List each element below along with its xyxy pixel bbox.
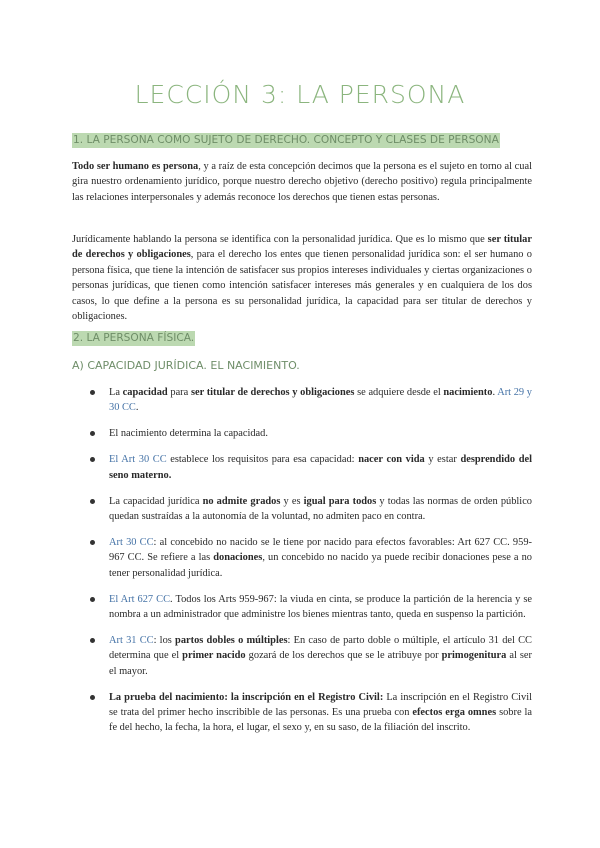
text: gozará de los derechos que se le atribuye por — [245, 650, 442, 662]
text: : los — [153, 634, 176, 646]
text: . — [135, 402, 139, 414]
list-item — [72, 385, 532, 416]
text: La capacidad jurídica — [109, 495, 203, 507]
bold-text: primogenitura — [441, 650, 507, 662]
bullet-list — [72, 385, 532, 746]
bold-text: igual para todos — [303, 495, 377, 507]
text: para — [167, 387, 191, 398]
bold-text: La prueba del nacimiento: la inscripción en el Registro Civil: — [109, 691, 384, 703]
text: y es — [280, 495, 304, 507]
paragraph-1 — [72, 159, 532, 205]
article-reference: Art 30 CC — [109, 536, 154, 548]
list-item — [72, 426, 532, 441]
bold-text: ser titular de derechos y obligaciones — [190, 387, 355, 398]
list-item — [72, 690, 532, 736]
bold-text: ser titular de derechos y obligaciones — [72, 234, 532, 261]
bullet-icon — [90, 638, 95, 643]
text: establece los requisitos para esa capacidad: — [166, 454, 359, 466]
bullet-icon — [90, 695, 95, 700]
text: , un concebido no nacido ya puede recibir donaciones pese a no tener personalidad jurídica. — [109, 552, 532, 579]
text: , para el derecho los entes que tienen personalidad jurídica son: el ser humano o persona física, que tiene la intención de satisfacer sus propios intereses individuales y ciertas organizaciones o personas jurídicas, que tienen como intención satisfacer intereses más generales y en cualquiera de los dos casos, lo que define a la persona es su personalidad jurídica, la capacidad para ser titular de derechos y obligaciones. — [72, 249, 532, 323]
bold-text: capacidad — [122, 387, 168, 398]
text: La — [109, 387, 123, 398]
article-reference: Art 29 y 30 CC — [109, 387, 532, 414]
text: al ser el mayor. — [109, 650, 533, 677]
bullet-icon — [90, 540, 95, 545]
paragraph-2 — [72, 232, 532, 324]
text: : En caso de parto doble o múltiple, el artículo 31 del CC determina que el — [109, 634, 532, 662]
bold-text: primer nacido — [182, 650, 246, 662]
lesson-title: LECCIÓN 3: LA PERSONA — [134, 80, 466, 109]
article-reference: El Art 627 CC — [109, 593, 171, 605]
list-item — [72, 452, 532, 483]
text: El nacimiento determina la capacidad. — [109, 428, 268, 440]
text: y estar — [424, 454, 461, 466]
list-item — [72, 535, 532, 581]
section-2-heading: 2. LA PERSONA FÍSICA. — [73, 332, 195, 344]
bold-text: partos dobles o múltiples — [175, 634, 288, 646]
bullet-icon — [90, 390, 95, 395]
bold-text: nacimiento — [443, 387, 493, 398]
bold-text: donaciones — [213, 552, 263, 564]
article-reference: Art 31 CC — [109, 634, 154, 646]
list-item — [72, 633, 532, 679]
bold-text: efectos erga omnes — [412, 707, 497, 718]
text: . Todos los Arts 959-967: la viuda en cinta, se produce la partición de la herencia y se nombra a un administrador que administre los bienes mientras tanto, queda en suspenso la partición. — [109, 593, 532, 620]
text: se adquiere desde el — [354, 387, 444, 398]
bold-text: desprendido del seno materno. — [109, 454, 533, 481]
bullet-icon — [90, 499, 95, 504]
bold-text: no admite grados — [202, 495, 281, 507]
bold-text: Todo ser humano es persona — [72, 161, 199, 172]
text: : al concebido no nacido se le tiene por nacido para efectos favorables: Art 627 CC. 959-967 CC. Se refiere a las — [109, 536, 532, 564]
text: sobre la fe del hecho, la fecha, la hora, el lugar, el sexo y, en su saso, de la filiación del inscrito. — [109, 707, 533, 734]
text: Jurídicamente hablando la persona se identifica con la personalidad jurídica. Que es lo mismo que — [72, 234, 488, 245]
text: . — [492, 387, 498, 398]
subsection-heading: A) CAPACIDAD JURÍDICA. EL NACIMIENTO. — [72, 359, 300, 372]
list-item — [72, 494, 532, 525]
bullet-icon — [90, 597, 95, 602]
bullet-icon — [90, 457, 95, 462]
bullet-icon — [90, 431, 95, 436]
bold-text: nacer con vida — [358, 454, 425, 466]
article-reference: El Art 30 CC — [109, 454, 167, 466]
text: y todas las normas de orden público quedan sustraídas a la autonomía de la voluntad, no admiten paco en contra. — [109, 495, 533, 522]
section-1-heading: 1. LA PERSONA COMO SUJETO DE DERECHO. CONCEPTO Y CLASES DE PERSONA — [73, 134, 499, 146]
list-item — [72, 592, 532, 623]
text: , y a raíz de esta concepción decimos que la persona es el sujeto en torno al cual gira nuestro ordenamiento jurídico, porque nuestro derecho objetivo (derecho positivo) regula principalmente las relaciones interpersonales y además reconoce los derechos que tienen estas personas. — [72, 161, 532, 203]
text: La inscripción en el Registro Civil se trata del primer hecho inscribible de las personas. Es una prueba con — [109, 691, 532, 718]
